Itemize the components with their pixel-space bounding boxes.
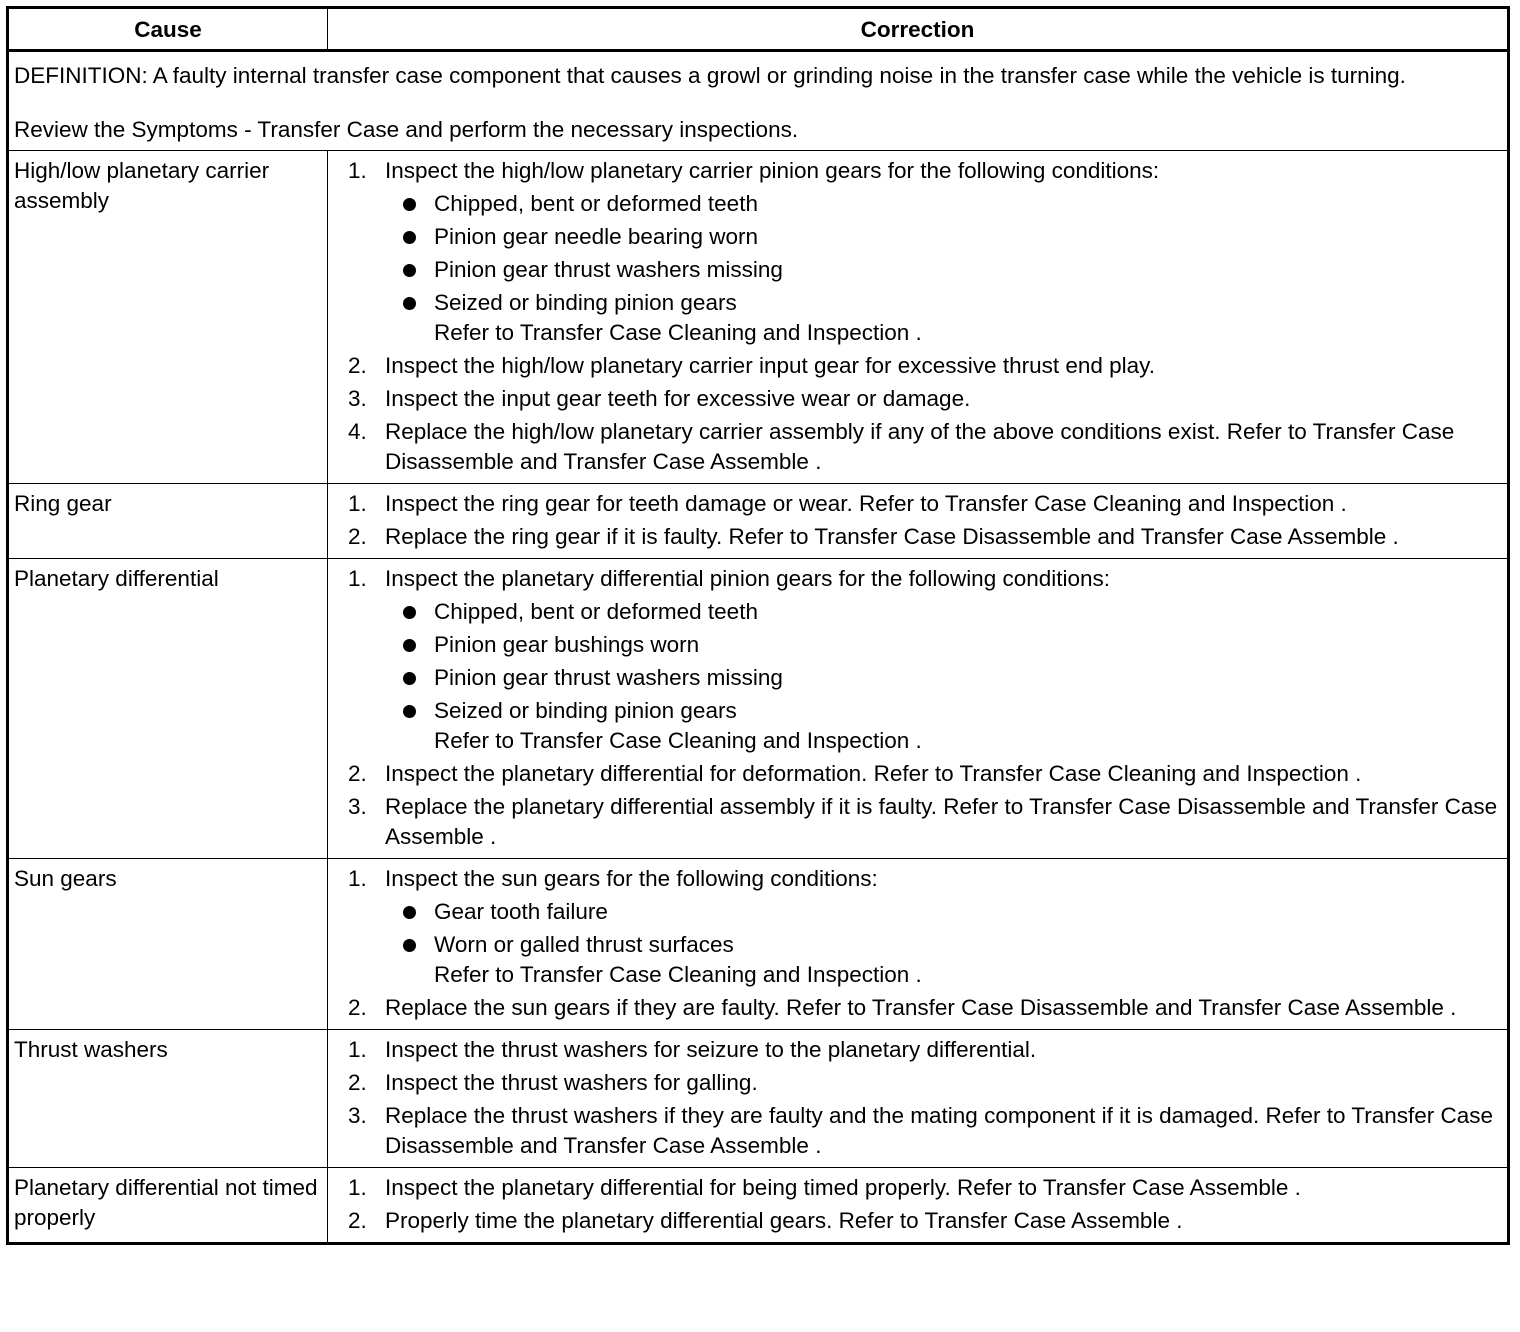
step-text: Replace the thrust washers if they are faulty and the mating component if it is damaged. Refer to Transfer Case Disassemble and Transfer Case Assemble . [385, 1103, 1494, 1158]
step-text: Inspect the input gear teeth for excessive wear or damage. [385, 386, 971, 411]
step-number: 2. [348, 353, 367, 378]
step-text: Inspect the planetary differential for being timed properly. Refer to Transfer Case Assemble . [385, 1175, 1301, 1200]
cause-cell: Ring gear [8, 484, 328, 559]
step-item [328, 564, 1501, 756]
step-text: Replace the sun gears if they are faulty. Refer to Transfer Case Disassemble and Transfer Case Assemble . [385, 995, 1457, 1020]
step-item [328, 522, 1501, 552]
table-row [8, 859, 1509, 1030]
bullet-icon [403, 198, 416, 211]
bullet-icon [403, 906, 416, 919]
step-number: 1. [348, 1175, 367, 1200]
step-number: 2. [348, 524, 367, 549]
table-row [8, 151, 1509, 484]
step-item [328, 489, 1501, 519]
step-number: 3. [348, 386, 367, 411]
cause-cell: Sun gears [8, 859, 328, 1030]
condition-text: Worn or galled thrust surfaces [434, 932, 734, 957]
step-number: 2. [348, 1070, 367, 1095]
step-text: Inspect the ring gear for teeth damage or wear. Refer to Transfer Case Cleaning and Inspection . [385, 491, 1347, 516]
reference-text: Refer to Transfer Case Cleaning and Inspection . [434, 728, 922, 753]
definition-row [8, 51, 1509, 151]
bullet-icon [403, 264, 416, 277]
correction-header: Correction [328, 8, 1509, 51]
correction-steps [328, 564, 1501, 852]
condition-item [385, 189, 1501, 219]
step-item [328, 384, 1501, 414]
step-item [328, 1068, 1501, 1098]
step-text: Inspect the planetary differential pinion gears for the following conditions: [385, 566, 1111, 591]
table-row [8, 1168, 1509, 1244]
reference-text: Refer to Transfer Case Cleaning and Inspection . [434, 320, 922, 345]
step-item [328, 993, 1501, 1023]
step-text: Inspect the thrust washers for seizure to the planetary differential. [385, 1037, 1037, 1062]
correction-steps [328, 489, 1501, 552]
condition-item [385, 663, 1501, 693]
bullet-icon [403, 939, 416, 952]
condition-text: Seized or binding pinion gears [434, 698, 737, 723]
condition-text: Seized or binding pinion gears [434, 290, 737, 315]
correction-cell [328, 484, 1509, 559]
table-row [8, 1030, 1509, 1168]
correction-steps [328, 1173, 1501, 1236]
step-number: 2. [348, 1208, 367, 1233]
step-number: 4. [348, 419, 367, 444]
condition-item [385, 696, 1501, 756]
step-text: Inspect the planetary differential for deformation. Refer to Transfer Case Cleaning and Inspection . [385, 761, 1362, 786]
condition-text: Pinion gear thrust washers missing [434, 257, 783, 282]
table-row [8, 559, 1509, 859]
step-item [328, 156, 1501, 348]
table-row [8, 484, 1509, 559]
definition-cell [8, 51, 1509, 151]
bullet-icon [403, 231, 416, 244]
step-item [328, 864, 1501, 990]
step-text: Inspect the thrust washers for galling. [385, 1070, 758, 1095]
cause-cell: High/low planetary carrier assembly [8, 151, 328, 484]
step-number: 1. [348, 566, 367, 591]
step-item [328, 1101, 1501, 1161]
step-text: Replace the high/low planetary carrier assembly if any of the above conditions exist. Refer to Transfer Case Disassemble and Transfer Case Assemble . [385, 419, 1455, 474]
step-text: Inspect the sun gears for the following conditions: [385, 866, 878, 891]
step-item [328, 792, 1501, 852]
condition-item [385, 597, 1501, 627]
review-text: Review the Symptoms - Transfer Case and perform the necessary inspections. [14, 117, 799, 142]
header-row [8, 8, 1509, 51]
condition-text: Pinion gear bushings worn [434, 632, 700, 657]
step-number: 3. [348, 794, 367, 819]
condition-item [385, 930, 1501, 990]
correction-steps [328, 156, 1501, 477]
correction-cell [328, 1168, 1509, 1244]
bullet-icon [403, 297, 416, 310]
bullet-icon [403, 639, 416, 652]
step-number: 1. [348, 158, 367, 183]
step-item [328, 1206, 1501, 1236]
condition-text: Chipped, bent or deformed teeth [434, 599, 758, 624]
diagnostic-table [6, 6, 1510, 1245]
condition-item [385, 222, 1501, 252]
step-number: 1. [348, 1037, 367, 1062]
correction-cell [328, 151, 1509, 484]
condition-text: Pinion gear needle bearing worn [434, 224, 758, 249]
cause-cell: Planetary differential not timed properly [8, 1168, 328, 1244]
definition-text: DEFINITION: A faulty internal transfer case component that causes a growl or grinding noise in the transfer case while the vehicle is turning. [14, 63, 1406, 88]
step-item [328, 759, 1501, 789]
correction-cell [328, 1030, 1509, 1168]
cause-cell: Planetary differential [8, 559, 328, 859]
bullet-icon [403, 672, 416, 685]
condition-item [385, 288, 1501, 348]
step-number: 2. [348, 995, 367, 1020]
bullet-icon [403, 705, 416, 718]
cause-header: Cause [8, 8, 328, 51]
step-number: 3. [348, 1103, 367, 1128]
correction-steps [328, 864, 1501, 1023]
step-text: Inspect the high/low planetary carrier input gear for excessive thrust end play. [385, 353, 1155, 378]
condition-list [385, 597, 1501, 756]
condition-list [385, 897, 1501, 990]
condition-item [385, 897, 1501, 927]
step-number: 1. [348, 491, 367, 516]
step-text: Inspect the high/low planetary carrier pinion gears for the following conditions: [385, 158, 1160, 183]
reference-text: Refer to Transfer Case Cleaning and Inspection . [434, 962, 922, 987]
correction-cell [328, 559, 1509, 859]
condition-list [385, 189, 1501, 348]
bullet-icon [403, 606, 416, 619]
step-item [328, 417, 1501, 477]
step-item [328, 351, 1501, 381]
step-item [328, 1173, 1501, 1203]
condition-text: Chipped, bent or deformed teeth [434, 191, 758, 216]
step-item [328, 1035, 1501, 1065]
step-text: Properly time the planetary differential gears. Refer to Transfer Case Assemble . [385, 1208, 1183, 1233]
condition-item [385, 630, 1501, 660]
step-text: Replace the ring gear if it is faulty. Refer to Transfer Case Disassemble and Transfer Case Assemble . [385, 524, 1399, 549]
condition-text: Pinion gear thrust washers missing [434, 665, 783, 690]
step-number: 1. [348, 866, 367, 891]
correction-steps [328, 1035, 1501, 1161]
step-number: 2. [348, 761, 367, 786]
correction-cell [328, 859, 1509, 1030]
step-text: Replace the planetary differential assembly if it is faulty. Refer to Transfer Case Disassemble and Transfer Case Assemble . [385, 794, 1498, 849]
condition-text: Gear tooth failure [434, 899, 608, 924]
cause-cell: Thrust washers [8, 1030, 328, 1168]
condition-item [385, 255, 1501, 285]
